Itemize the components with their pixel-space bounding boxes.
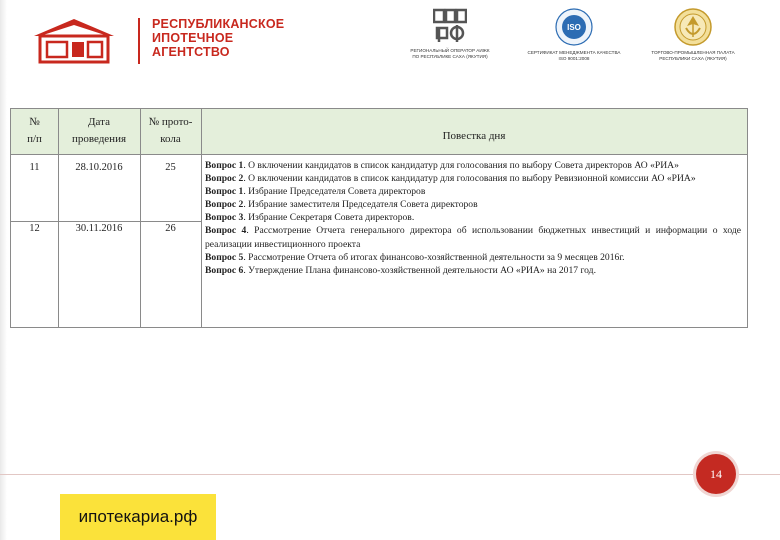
iso-logo-text: ISO [567,23,581,32]
header-protocol-line2: кола [160,133,181,145]
site-link[interactable]: ипотекариа.рф [60,494,216,540]
agenda-item [205,185,741,198]
page-number-badge: 14 [696,454,736,494]
agenda-item-text: . Избрание Председателя Совета директоров [243,186,426,198]
partner-caption: РЕСПУБЛИКИ САХА (ЯКУТИЯ) [659,56,727,61]
partner-iso[interactable] [518,8,630,62]
agenda-item-text: . О включении кандидатов в список кандидатур для голосования по выбору Совета директоров АО «РИА» [243,160,679,171]
dom-rf-logo-icon [433,8,467,44]
agenda-item [205,251,741,264]
row-number: 12 [29,223,40,234]
header-date [58,114,140,148]
org-name-line: ИПОТЕЧНОЕ [152,31,234,45]
page-number-rule [0,474,780,475]
row-date: 30.11.2016 [75,223,123,234]
agenda-item-label: Вопрос 2 [205,199,244,211]
agenda-item-label: Вопрос 6 [205,264,244,276]
header-num-line1: № [29,116,40,128]
iso-certificate-icon [555,8,593,46]
logo-divider [138,18,140,64]
row-number: 11 [29,162,40,173]
agenda-item [205,172,741,185]
page-edge-shadow [0,0,7,540]
agenda-item-label: Вопрос 1 [205,160,244,171]
agenda-item-label: Вопрос 4 [205,225,247,237]
agenda-item [205,159,741,172]
partner-dom-rf[interactable] [395,8,505,60]
agenda-item-text: . Рассмотрение Отчета об итогах финансово-хозяйственной деятельности за 9 месяцев 2016г. [243,251,625,263]
agenda-item-text: . Избрание Секретаря Совета директоров. [243,212,415,224]
agenda-item [205,198,741,211]
header-agenda: Повестка дня [442,130,506,142]
chamber-emblem-icon [674,8,712,46]
agenda-item-text: . Рассмотрение Отчета генерального директора об использовании бюджетных инвестиций и информации о ходе реализации инвестиционного проекта [205,225,741,250]
org-name [152,17,284,59]
org-logo[interactable] [30,14,285,66]
partner-caption: ISO 9001:2008 [558,56,590,61]
partner-caption: ПО РЕСПУБЛИКЕ САХА (ЯКУТИЯ) [412,54,488,59]
agenda-item-label: Вопрос 1 [205,186,244,198]
partner-caption: ТОРГОВО-ПРОМЫШЛЕННАЯ ПАЛАТА [651,50,735,55]
agenda-item-text: . Утверждение Плана финансово-хозяйственной деятельности АО «РИА» на 2017 год. [243,264,596,276]
header-date-line2: проведения [71,133,127,145]
partner-caption: СЕРТИФИКАТ МЕНЕДЖМЕНТА КАЧЕСТВА [527,50,621,55]
org-name-line: РЕСПУБЛИКАНСКОЕ [152,17,285,31]
header-num [11,114,58,148]
agenda-item-text: . Избрание заместителя Председателя Совета директоров [243,199,478,211]
agenda-list [205,159,741,277]
header-protocol-line1: № прото- [148,116,193,128]
agenda-table [10,108,748,328]
row-protocol: 25 [165,162,176,173]
agenda-item-label: Вопрос 3 [205,212,244,224]
agenda-item [205,211,741,224]
header-protocol [140,114,201,148]
row-date: 28.10.2016 [75,162,123,173]
header-num-line2: п/п [27,133,42,145]
partner-chamber-of-commerce[interactable] [638,8,748,62]
partner-caption: РЕГИОНАЛЬНЫЙ ОПЕРАТОР АИЖК [410,48,490,53]
header-date-line1: Дата [88,116,110,128]
agenda-item-text: . О включении кандидатов в список кандидатур для голосования по выбору Ревизионной комиссии АО «РИА» [243,173,696,185]
row-divider [11,221,201,222]
agenda-item [205,224,741,250]
agenda-item-label: Вопрос 5 [205,251,244,263]
org-name-line: АГЕНТСТВО [152,45,230,59]
row-protocol: 26 [165,223,176,234]
agenda-item-label: Вопрос 2 [205,173,244,185]
house-logo-icon [30,16,118,64]
agenda-item [205,264,741,277]
